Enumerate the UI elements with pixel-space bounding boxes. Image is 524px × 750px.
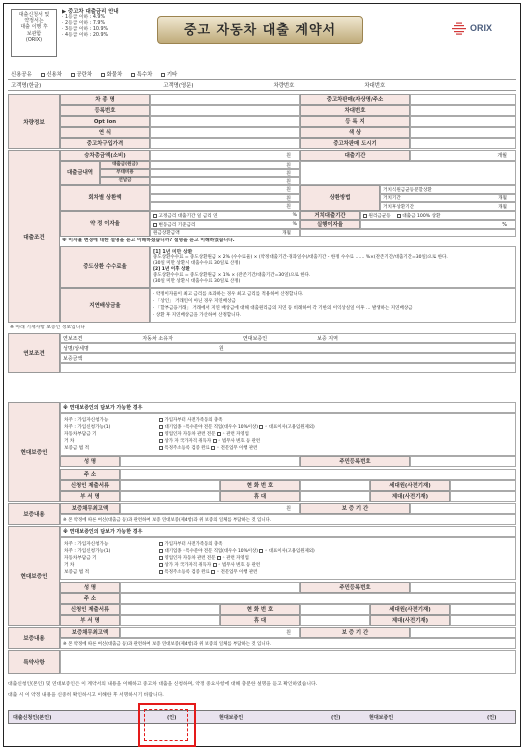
rate-info-line: · 3등급 이하 : 10.9% [62,27,109,33]
checkbox[interactable] [259,549,263,553]
guarantee-field[interactable] [410,503,516,514]
prepay-line: [2] 1년 이후 상환 [153,267,190,272]
delay-line: · 상환 후 지연배상금을 가산하여 산정합니다. [153,313,242,318]
guarantor-notice: ※ 아래 기재사항 보증인 정보입니다 [10,325,85,330]
vehicle-label: 중고차판매(자상명/주소 [300,94,410,105]
guarantee-label: 제대(사전기재) [370,491,450,502]
loan-fee-field[interactable] [150,169,300,177]
prepay-line: (30일 미만 상환시 대출수수료 30일로 산정) [153,261,241,266]
loan-label: 대출금내역 [60,161,100,185]
prepay-title: [1] 1년 미만 상환 [153,250,193,255]
loan-sub-label: 대출금(원금) [100,161,150,169]
loan-label: 회차별 상환액 [60,185,150,211]
loan-label: 승차총금액(소비) [60,150,150,161]
guarantee-label: 세대원(사전기재) [370,604,450,615]
vehicle-value-field[interactable] [410,138,516,149]
qualify-check: 상가 자 국가자격 취득자 [164,439,212,444]
principal-repay-field[interactable] [150,229,300,237]
customer-name-label: 고객명(한글) [11,83,42,89]
loan-type-item[interactable]: 화물차 [106,72,123,78]
guarantee-label: 현 화 번 호 [220,480,300,491]
guarantee-label: 주 소 [60,469,120,480]
qualify-left-line: 거 차 [64,563,75,568]
header-note-line: 대출신청서 및 [18,12,50,18]
guarantee-note [60,638,516,649]
qualify-check: 가입자부터 사전가족동의 충족 [164,542,223,547]
guarantee-field[interactable] [410,627,516,638]
vehicle-value-field[interactable] [150,138,300,149]
guarantee-field[interactable] [120,615,220,626]
sign-stamp[interactable]: (인) [167,715,177,721]
vehicle-value-field[interactable] [150,94,300,105]
qualify-check: ◦ 관련 자영업 [222,432,249,437]
qualify-left-line: 보증금 법 적 [64,570,90,575]
unit-text: 원 [218,345,224,352]
checkbox[interactable] [161,73,165,77]
qualify-check: ◦ 법무사 변호 등 관련 [218,439,261,444]
checkbox[interactable] [211,570,215,574]
guarantee-qualify-box [60,413,516,456]
guarantor-col: 연대보증인 [242,335,268,342]
checkbox[interactable] [159,439,163,443]
sign-stamp[interactable]: (인) [487,715,497,721]
vehicle-value-field[interactable] [410,105,516,116]
grace-field[interactable] [360,211,516,220]
special-terms-label: 특약사항 [8,650,60,674]
loan-section-label: 대출조건 [8,150,60,323]
repay-option[interactable] [380,185,516,194]
car-number-label: 차량번호 [273,83,295,89]
guarantor-label: 보증금액 [63,355,83,362]
vehicle-label: 중고차구입가격 [60,138,150,149]
guarantee-label: 휴 대 [220,491,300,502]
signature-row [8,710,516,724]
vehicle-label: 차대번호 [300,105,410,116]
qualify-check: 가입자부터 사전가족동의 충족 [164,418,223,423]
vehicle-value-field[interactable] [410,127,516,138]
installment-field[interactable] [150,194,300,202]
checkbox[interactable] [159,549,163,553]
logo-text: ORIX [470,23,493,33]
checkbox[interactable] [153,214,157,218]
checkbox[interactable] [397,214,401,218]
guarantee-field[interactable] [410,582,516,593]
loan-sub-label: 부대비용 [100,169,150,177]
header-note-box [11,9,57,57]
checkbox[interactable] [41,73,45,77]
guarantor-label: 성명/상세명 [63,345,89,352]
customer-row [8,80,516,91]
loan-label: 실행이자율 [300,220,360,229]
header-note-line: 대출 이행 후 [20,24,48,31]
guarantee-field[interactable] [450,604,516,615]
sign-stamp[interactable]: (인) [331,715,341,721]
loan-label: 대출기간 [300,150,410,161]
header-note-line: 약정서는 [24,18,44,25]
checkbox[interactable] [159,563,163,567]
unit-text: 원 [286,162,291,169]
qualify-left-line: 자동차부담금 기 [64,432,97,437]
vehicle-value-field[interactable] [410,94,516,105]
loan-blank-field[interactable] [300,161,516,185]
guarantee-label: 보 증 기 간 [300,503,410,514]
vehicle-label: 차 종 명 [60,94,150,105]
guarantee-field[interactable] [120,604,220,615]
checkbox[interactable] [131,73,135,77]
unit-text: 원 [286,204,291,210]
guarantor-label: 연보조견 [63,335,83,342]
guarantee-note-section: 보증내용 [8,627,60,649]
rate-info [62,9,146,39]
guarantor-row[interactable] [60,333,516,343]
signature-dashed-area[interactable] [144,709,188,741]
vehicle-label: 등 록 지 [300,116,410,127]
delay-line: · 「상인」 거래인이 아닌 경우 지연배상금 [153,299,236,304]
qualify-check: ◦ 대표이사(고용임원제외) [264,549,315,554]
checkbox[interactable] [159,556,163,560]
loan-period-field[interactable] [410,150,516,161]
prepay-line: 중도상환수수료 = 중도상환원금 × 2% (수수료율) × (약정대출기간-경과일수)/대출기간 - 한정 수수료 …… %×(잔존기간/대출기간=30일)으로 한다. [153,255,448,260]
checkbox[interactable] [159,446,163,450]
header-note-line: 보관함 [26,30,42,37]
vehicle-value-field[interactable] [150,116,300,127]
guarantee-label: 주민등록번호 [300,582,410,593]
qualify-check: 대기업종 ◦특수분야 전문 직업(대우수 10%이상) [164,425,258,430]
vehicle-value-field[interactable] [150,127,300,138]
unit-text: 원 [286,187,291,193]
guarantor-row[interactable] [60,343,516,353]
rate-text: 원금상환금액 [153,231,180,236]
rate-info-line: · 1등급 이하 : 4.9% [62,15,106,21]
checkbox[interactable] [363,214,367,218]
vehicle-label: 색 상 [300,127,410,138]
rate-info-heading: ▶ 중고차 대출금리 안내 [62,9,119,15]
loan-amount-field[interactable] [150,150,300,161]
loan-type-item[interactable]: 신용공유 [11,72,32,78]
qualify-check: ◦ 관련 자영업 [222,556,249,561]
checkbox[interactable] [211,446,215,450]
installment-field[interactable] [150,185,300,194]
checkbox[interactable] [213,439,217,443]
qualify-check: ◦ 전문업무 이행 관련 [216,570,258,575]
qualify-check: 영업인자 자동차 관련 전문 [164,556,216,561]
vehicle-value-field[interactable] [410,116,516,127]
guarantee-max-field[interactable] [120,627,300,638]
rate-warning: ※ 이자율 변경에 대한 설명을 듣고 이해하셨습니까? 설명을 듣고 이해하였습니다. [62,238,235,243]
loan-type-item[interactable]: 특수차 [136,72,153,78]
guarantee-field[interactable] [120,491,220,502]
rate-text: 변동금리 기준금리 [158,222,196,228]
rate-text: 고정금리 대출기간 일 금리 연 [158,213,218,219]
unit-text: 개월 [282,231,291,236]
unit-text: 원 [286,506,291,512]
guarantee-label: 부 서 명 [60,615,120,626]
qualify-check: ◦ 대표이사(고용임원제외) [264,425,315,430]
guarantee-max-field[interactable] [120,503,300,514]
checkbox[interactable] [101,73,105,77]
guarantee-note-section: 보증내용 [8,503,60,525]
checkbox[interactable] [159,418,163,422]
unit-text: 원 [286,178,291,185]
guarantee2-section-label: 현대보증인 [8,526,60,626]
qualify-check: ◦ 전문업무 이행 관련 [216,446,258,451]
sign-label: 현대보증인 [219,715,244,721]
unit-text: 원 [286,153,291,159]
guarantee-note [60,514,516,525]
guarantee-label: 주민등록번호 [300,456,410,467]
installment-field[interactable] [150,202,300,211]
loan-sub-label: 선납금 [100,177,150,185]
page-title: 중고 자동차 대출 계약서 [157,16,363,44]
repay-option-text: 거치후상환기간 [383,204,415,210]
guarantee-label: 제대(사전기재) [370,615,450,626]
delay-line: · 약정이자율이 최고 금리를 초과하는 경우 최고 금리를 적용하여 산정합니다. [153,292,304,297]
loan-blank-field[interactable] [300,229,516,237]
guarantee-title-text: ※ 연대보증인의 담보가 가능한 경우 [63,405,143,411]
guarantor-row[interactable] [60,363,516,373]
checkbox[interactable] [71,73,75,77]
guarantee-label: 부 서 명 [60,491,120,502]
guarantee-field[interactable] [450,491,516,502]
sign-label: 현대보증인 [369,715,394,721]
loan-label: 상환방법 [300,185,380,211]
grace-option: 대출금 100% 상환 [402,213,441,219]
checkbox[interactable] [159,432,163,436]
loan-type-item[interactable]: 공란차 [76,72,93,78]
repay-option[interactable] [380,194,516,202]
guarantee-label: 성 명 [60,456,120,467]
rate-info-line: · 4등급 이하 : 20.9% [62,33,109,39]
loan-principal-field[interactable] [150,161,300,169]
sign-label: 대출신청인(본인) [13,715,52,721]
customer-name-en-label: 고객명(영문) [163,83,194,89]
delay-line: · 「할부금융거래」 거래에서 지연 배상금에 대해 대출원리금의 지연 등 비례하여 각 기한의 이익상실일 이후 … 발생하는 지연배상금 [153,306,413,311]
guarantee-field[interactable] [120,480,220,491]
prepay-line: (30일 미만 상환시 대출수수료 30일로 산정) [153,279,241,284]
checkbox[interactable] [159,425,163,429]
guarantor-section-label: 연보조견 [8,333,60,373]
qualify-left-line: 차주 : 가입신청가능(1) [64,549,111,554]
guarantee-section-label: 현대보증인 [8,402,60,502]
guarantee2-qualify-box [60,537,516,580]
checkbox[interactable] [159,570,163,574]
guarantee-title [60,402,516,413]
unit-text: 원 [286,195,291,202]
checkbox[interactable] [159,542,163,546]
guarantee-label: 성 명 [60,582,120,593]
guarantee-field[interactable] [300,480,370,491]
guarantee-label: 세대원(사전기재) [370,480,450,491]
loan-type-item[interactable]: 기타 [166,72,178,78]
repay-option-text: 거치기간 [383,196,401,201]
guarantee-note-text: ※ 본 약정에 따른 여신(대출금 등)과 관련하여 보증 연대보증(제4항)과 위 보증의 일체를 부담하는 것 입니다. [63,641,272,647]
vehicle-label: 중고차판매 도시기 [300,138,410,149]
unit-text: 원 [286,170,291,177]
loan-label: 지연배상금율 [60,288,150,323]
checkbox[interactable] [153,223,157,227]
loan-prepay-field[interactable] [150,177,300,185]
prepay-line: 중도상환수수료 = 중도상환원금 × 1% × (잔존기간/대출기간=30일)으로 한다. [153,273,311,278]
guarantee-label: 보 증 기 간 [300,627,410,638]
guarantee-label: 현 화 번 호 [220,604,300,615]
guarantee-field[interactable] [120,456,300,467]
guarantee-note-text: ※ 본 약정에 따른 여신(대출금 등)과 관련하여 보증 연대보증(제4항)과 위 보증의 일체를 부담하는 것 입니다. [63,517,272,523]
guarantee-field[interactable] [120,469,516,480]
interest-variable-field[interactable] [150,220,300,229]
unit-text: 원 [286,630,291,636]
vehicle-label: 연 식 [60,127,150,138]
guarantee-label: 신청인 제출서류 [60,604,120,615]
loan-label: 중도상환 수수료율 [60,246,150,288]
checkbox[interactable] [217,556,221,560]
guarantee-label: 휴 대 [220,615,300,626]
guarantee-field[interactable] [120,582,300,593]
qualify-check: 특정주소등록 검증 완료 [164,570,210,575]
signature-highlight-box[interactable] [138,703,196,747]
guarantee-field[interactable] [450,615,516,626]
unit-text: % [292,213,297,218]
qualify-check: 특정주소등록 검증 완료 [164,446,210,451]
special-terms-field[interactable] [60,650,516,674]
qualify-left-line: 보증금 법 적 [64,446,90,451]
vehicle-value-field[interactable] [150,105,300,116]
vehicle-label: Opt ion [60,116,150,127]
qualify-check: 대기업종 ◦특수분야 전문 직업(대우수 10%이상) [164,549,258,554]
vehicle-section-label: 차량정보 [8,94,60,149]
vehicle-label: 등록번호 [60,105,150,116]
loan-label: 거치대출기간 [300,211,360,220]
qualify-left-line: 거 차 [64,439,75,444]
footer-line: 대출신청인(본인) 및 연대보증인은 이 계약서의 내용을 이해하고 중고차 대출을 신청하며, 약정 중요사항에 대해 충분한 설명을 듣고 확인하였습니다. [8,682,318,687]
grace-option: 원리금균등 [368,213,391,219]
qualify-left-line: 차주 : 가입자신청가능 [64,542,109,547]
qualify-check: 영업인자 자동차 관련 전문 [164,432,216,437]
vin-label: 차대번호 [364,83,386,89]
exec-rate-field[interactable] [360,220,516,229]
guarantee-field[interactable] [300,491,370,502]
repay-option-text: 거치식원금균등분할상환 [383,187,432,193]
loan-type-row [8,69,516,80]
delay-rate-box [150,288,516,323]
checkbox[interactable] [213,563,217,567]
prepay-fee-box [150,246,516,288]
guarantee-label: 주 소 [60,593,120,604]
unit-text: 개월 [497,153,507,159]
rate-info-line: · 2등급 이하 : 7.9% [62,21,106,27]
guarantee-field[interactable] [120,593,516,604]
unit-text: 개월 [498,196,507,201]
qualify-check: ◦ 법무사 변호 등 관련 [218,563,261,568]
guarantor-col: 자동차 소유자 [142,335,173,342]
qualify-left-line: 차주 : 가입자신청가능 [64,418,109,423]
checkbox[interactable] [217,432,221,436]
guarantee-label: 보증채무최고액 [60,627,120,638]
guarantee2-title [60,526,516,537]
unit-text: % [292,222,297,227]
guarantee-label: 보증채무최고액 [60,503,120,514]
guarantee-field[interactable] [300,615,370,626]
qualify-left-line: 자동차부담금 기 [64,556,97,561]
guarantor-col: 보증 지역 [317,335,338,342]
qualify-check: 상가 자 국가자격 취득자 [164,563,212,568]
repay-option[interactable] [380,202,516,211]
guarantor-row[interactable] [60,353,516,363]
guarantee-field[interactable] [410,456,516,467]
unit-text: 개월 [498,204,507,210]
footer-line: 대출 시 이 약정 내용을 신중히 확인하시고 이해한 후 서명하시기 바랍니다. [8,693,164,698]
unit-text: % [502,221,507,228]
guarantee-field[interactable] [450,480,516,491]
qualify-left-line: 차주 : 가입신청가능(1) [64,425,111,430]
header-note-line: (ORIX) [25,36,43,43]
checkbox[interactable] [259,425,263,429]
loan-label: 약 정 이자율 [60,211,150,237]
loan-type-item[interactable]: 신용차 [46,72,62,78]
interest-fixed-field[interactable] [150,211,300,220]
guarantee-label: 신청인 제출서류 [60,480,120,491]
guarantee-field[interactable] [300,604,370,615]
footer-text [8,679,516,701]
guarantee-title-text: ※ 연대보증인의 담보가 가능한 경우 [63,529,143,535]
